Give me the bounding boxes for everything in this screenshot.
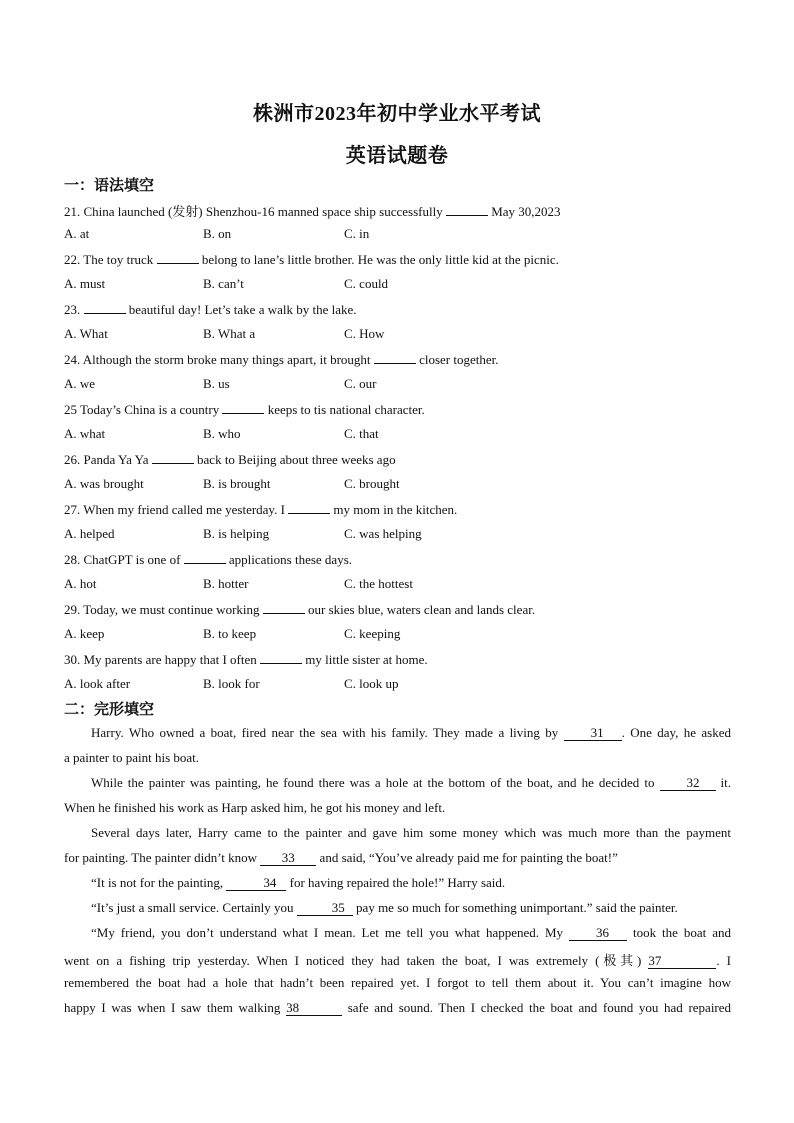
option-c: C. look up: [344, 676, 399, 691]
question-text: closer together.: [419, 352, 499, 367]
answer-blank: [157, 251, 199, 264]
answer-blank: [152, 451, 194, 464]
blank-36: 36: [569, 926, 627, 941]
question-26: [64, 451, 396, 468]
question-text: 25 Today’s China is a country: [64, 402, 220, 417]
passage-text: went on a fishing trip yesterday. When I noticed they had taken the boat, I was extremely (极其): [64, 953, 642, 968]
option-a: A. must: [64, 276, 106, 291]
passage-text: and said, “You’ve already paid me for painting the boat!”: [319, 850, 618, 865]
option-b: B. hotter: [203, 576, 249, 591]
blank-35: 35: [297, 901, 353, 916]
passage-line: [64, 775, 731, 791]
question-text: our skies blue, waters clean and lands clear.: [308, 602, 536, 617]
option-a: A. keep: [64, 626, 105, 641]
option-c: C. could: [344, 276, 389, 291]
question-text: 26. Panda Ya Ya: [64, 452, 149, 467]
option-c: C. How: [344, 326, 385, 341]
passage-text: safe and sound. Then I checked the boat and found you had repaired: [347, 1000, 732, 1015]
option-b: B. is brought: [203, 476, 271, 491]
option-c: C. brought: [344, 476, 400, 491]
question-text: my mom in the kitchen.: [333, 502, 458, 517]
answer-blank: [260, 651, 302, 664]
option-a: A. look after: [64, 676, 131, 691]
question-text: 27. When my friend called me yesterday. I: [64, 502, 285, 517]
question-text: 30. My parents are happy that I often: [64, 652, 257, 667]
passage-line: [64, 925, 731, 941]
passage-line: remembered the boat had a hole that hadn’t been repaired yet. I forgot to tell them about it. You can’t imagine how: [64, 975, 731, 990]
answer-blank: [288, 501, 330, 514]
blank-38: 38: [286, 1001, 342, 1016]
passage-text: “My friend, you don’t understand what I mean. Let me tell you what happened. My: [91, 925, 564, 940]
option-a: A. what: [64, 426, 106, 441]
blank-34: 34: [226, 876, 286, 891]
passage-text: for painting. The painter didn’t know: [64, 850, 258, 865]
option-a: A. we: [64, 376, 96, 391]
question-25: [64, 401, 425, 418]
answer-blank: [446, 203, 488, 216]
question-text: beautiful day! Let’s take a walk by the lake.: [128, 302, 357, 317]
option-c: C. the hottest: [344, 576, 413, 591]
passage-text: took the boat and: [632, 925, 731, 940]
passage-line: When he finished his work as Harp asked him, he got his money and left.: [64, 800, 446, 815]
passage-text: While the painter was painting, he found there was a hole at the bottom of the boat, and he decided to: [91, 775, 655, 790]
exam-title: 株洲市2023年初中学业水平考试: [253, 103, 541, 125]
option-b: B. who: [203, 426, 241, 441]
question-text: 28. ChatGPT is one of: [64, 552, 181, 567]
question-text: applications these days.: [228, 552, 353, 567]
passage-line: a painter to paint his boat.: [64, 750, 200, 765]
question-text: 21. China launched (发射) Shenzhou-16 manned space ship successfully: [64, 204, 443, 219]
question-text: keeps to tis national character.: [267, 402, 425, 417]
question-text: May 30,2023: [491, 204, 561, 219]
blank-31: 31: [564, 726, 622, 741]
question-28: [64, 551, 352, 568]
passage-line: [64, 875, 731, 891]
passage-text: for having repaired the hole!” Harry said.: [289, 875, 506, 890]
option-b: B. What a: [203, 326, 256, 341]
option-a: A. was brought: [64, 476, 144, 491]
passage-line: [64, 850, 731, 866]
passage-text: . One day, he asked: [621, 725, 732, 740]
answer-blank: [84, 301, 126, 314]
option-b: B. can’t: [203, 276, 244, 291]
option-a: A. at: [64, 226, 90, 241]
question-30: [64, 651, 428, 668]
answer-blank: [263, 601, 305, 614]
question-22: [64, 251, 559, 268]
passage-text: pay me so much for something unimportant.” said the painter.: [356, 900, 678, 915]
passage-line: [64, 950, 731, 969]
question-text: 24. Although the storm broke many things apart, it brought: [64, 352, 371, 367]
question-text: belong to lane’s little brother. He was the only little kid at the picnic.: [201, 252, 559, 267]
passage-text: happy I was when I saw them walking: [64, 1000, 281, 1015]
passage-line: [64, 900, 731, 916]
option-c: C. in: [344, 226, 370, 241]
question-text: 22. The toy truck: [64, 252, 154, 267]
passage-line: [64, 1000, 731, 1016]
option-c: C. was helping: [344, 526, 422, 541]
option-c: C. keeping: [344, 626, 401, 641]
answer-blank: [222, 401, 264, 414]
question-text: back to Beijing about three weeks ago: [197, 452, 396, 467]
question-27: [64, 501, 457, 518]
option-a: A. helped: [64, 526, 115, 541]
passage-text: “It’s just a small service. Certainly you: [91, 900, 294, 915]
question-21: [64, 201, 561, 220]
option-b: B. on: [203, 226, 232, 241]
question-text: my little sister at home.: [305, 652, 428, 667]
question-23: [64, 301, 357, 318]
passage-text: Harry. Who owned a boat, fired near the sea with his family. They made a living by: [91, 725, 559, 740]
passage-text: it.: [720, 775, 732, 790]
blank-33: 33: [260, 851, 316, 866]
question-24: [64, 351, 498, 368]
exam-subtitle: 英语试题卷: [345, 145, 449, 167]
question-text: 23.: [64, 302, 81, 317]
passage-text: . I: [716, 953, 731, 968]
option-b: B. look for: [203, 676, 260, 691]
passage-line: Several days later, Harry came to the painter and gave him some money which was much more than the payment: [91, 825, 731, 840]
option-b: B. to keep: [203, 626, 257, 641]
option-c: C. our: [344, 376, 377, 391]
section-heading-grammar: 一：语法填空: [64, 178, 155, 194]
option-b: B. us: [203, 376, 230, 391]
option-a: A. hot: [64, 576, 97, 591]
passage-text: “It is not for the painting,: [91, 875, 224, 890]
option-c: C. that: [344, 426, 379, 441]
answer-blank: [374, 351, 416, 364]
question-29: [64, 601, 535, 618]
section-heading-cloze: 二：完形填空: [64, 702, 155, 718]
option-a: A. What: [64, 326, 108, 341]
passage-line: [64, 725, 731, 741]
question-text: 29. Today, we must continue working: [64, 602, 260, 617]
blank-37: 37: [648, 954, 716, 969]
answer-blank: [184, 551, 226, 564]
option-b: B. is helping: [203, 526, 270, 541]
blank-32: 32: [660, 776, 716, 791]
